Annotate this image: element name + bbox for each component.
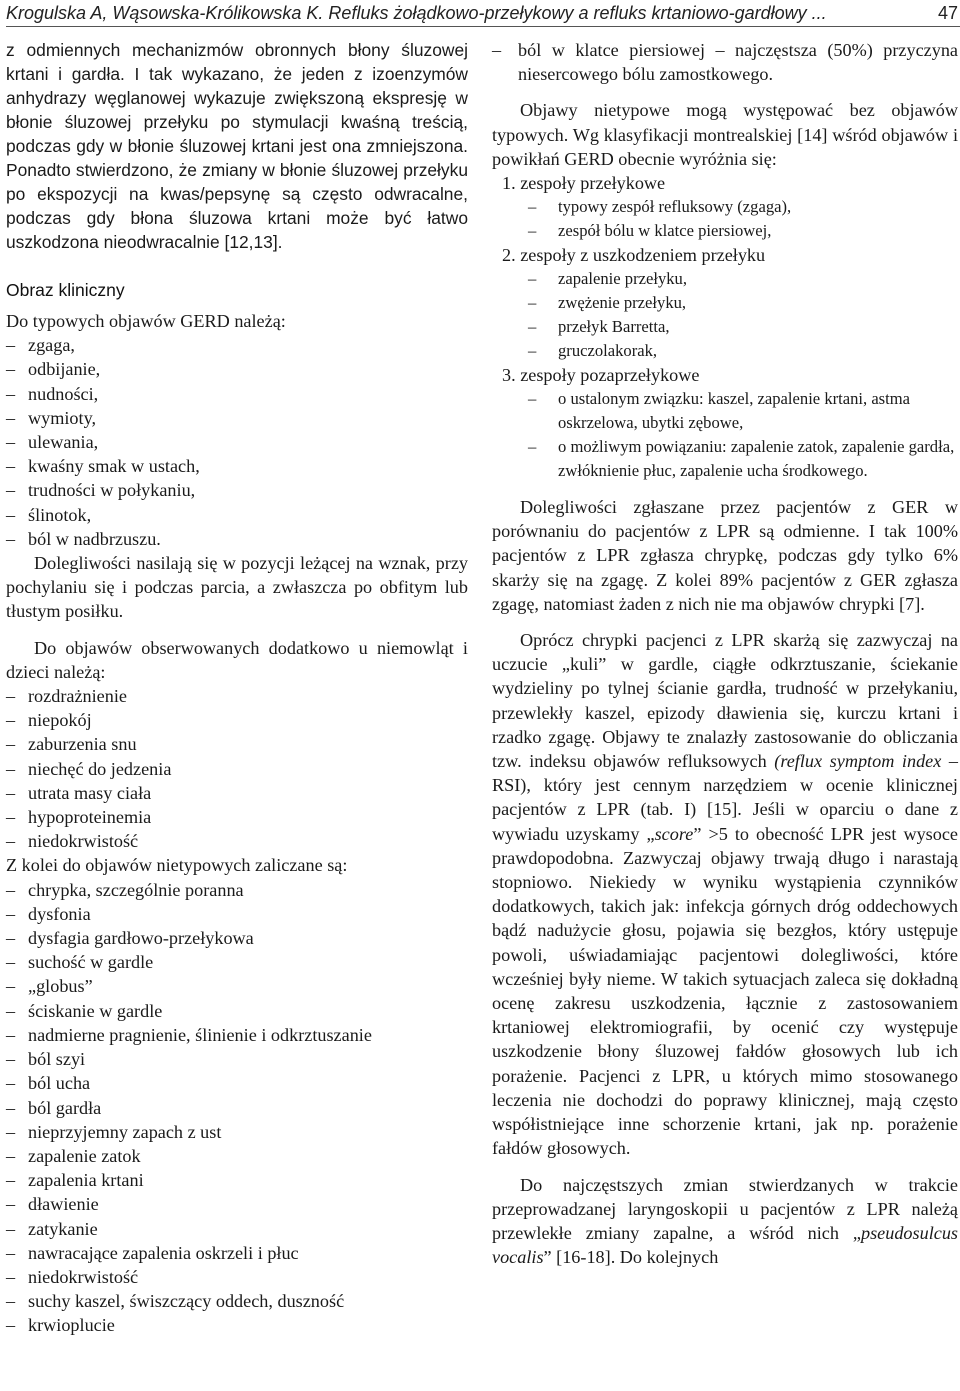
- montreal-classification: [492, 171, 958, 483]
- class-esophageal-items: [492, 195, 958, 243]
- right-column: [492, 38, 958, 1269]
- list-item: – zapalenie przełyku,: [492, 267, 958, 291]
- paragraph-mechanisms: z odmiennych mechanizmów obronnych błony śluzowej krtani i gardła. I tak wykazano, że jeden z izoenzymów anhydrazy węglanowej wykazuje zwiększoną ekspresję w błonie śluzowej przełyku po stymulacji kwaśną treścią, podczas gdy w błonie śluzowej krtani jest ona zmniejszona. Ponadto stwierdzono, że zmiany w błonie śluzowej przełyku po ekspozycji na kwas/pepsynę są często odwracalne, podczas gdy błona śluzowa krtani może być łatwo uszkodzona nieodwracalnie [12,13].: [6, 40, 468, 252]
- list-item: – odbijanie,: [6, 357, 468, 381]
- list-item: – zatykanie: [6, 1217, 468, 1241]
- infant-symptoms-intro: Do objawów obserwowanych dodatkowo u niemowląt i dzieci należą:: [6, 637, 468, 682]
- list-item: – typowy zespół refluksowy (zgaga),: [492, 195, 958, 219]
- list-item: – „globus”: [6, 974, 468, 998]
- class-esophageal-injury: 2. zespoły z uszkodzeniem przełyku: [502, 245, 766, 266]
- list-item: – niedokrwistość: [6, 829, 468, 853]
- chest-pain-item: [492, 38, 958, 86]
- list-item: – hypoproteinemia: [6, 805, 468, 829]
- running-title: Krogulska A, Wąsowska-Królikowska K. Refluks żołądkowo-przełykowy a refluks krtaniowo-gardłowy ...: [6, 3, 827, 23]
- class-esophageal: 1. zespoły przełykowe: [502, 173, 666, 194]
- list-item: – zapalenia krtani: [6, 1168, 468, 1192]
- atypical-symptoms-intro: Z kolei do objawów nietypowych zaliczane są:: [6, 855, 348, 876]
- paragraph-laryngoscopy: [492, 1173, 958, 1270]
- italic-run: pseudosulcus vocalis: [492, 1222, 958, 1268]
- infant-symptoms-list: [6, 684, 468, 853]
- list-item: – utrata masy ciała: [6, 781, 468, 805]
- class-extraesophageal-items: [492, 387, 958, 483]
- list-item: – suchość w gardle: [6, 950, 468, 974]
- typical-symptoms-list: [6, 333, 468, 551]
- list-item: – zespół bólu w klatce piersiowej,: [492, 219, 958, 243]
- paragraph-montreal: Objawy nietypowe mogą występować bez objawów typowych. Wg klasyfikacji montrealskiej [14] wśród objawów i powikłań GERD obecnie wyróżnia się:: [492, 100, 958, 169]
- list-item: – niechęć do jedzenia: [6, 757, 468, 781]
- list-item: – niedokrwistość: [6, 1265, 468, 1289]
- text-run: ” [16-18]. Do kolejnych: [543, 1247, 719, 1268]
- list-item: – ból szyi: [6, 1047, 468, 1071]
- list-item: – suchy kaszel, świszczący oddech, duszność: [6, 1289, 468, 1313]
- list-item: – o ustalonym związku: kaszel, zapalenie krtani, astma oskrzelowa, ubytki zębowe,: [492, 387, 958, 435]
- list-item: – niepokój: [6, 708, 468, 732]
- class-extraesophageal: 3. zespoły pozaprzełykowe: [502, 365, 700, 386]
- list-item: – chrypka, szczególnie poranna: [6, 878, 468, 902]
- list-item: – ból w nadbrzuszu.: [6, 527, 468, 551]
- list-item: – nieprzyjemny zapach z ust: [6, 1120, 468, 1144]
- left-column: [6, 38, 468, 1338]
- list-item: – ulewania,: [6, 430, 468, 454]
- list-item: – trudności w połykaniu,: [6, 478, 468, 502]
- list-item: – ściskanie w gardle: [6, 999, 468, 1023]
- list-item: – gruczolakorak,: [492, 339, 958, 363]
- paragraph-lpr-symptoms: [492, 628, 958, 1160]
- list-item: – zwężenie przełyku,: [492, 291, 958, 315]
- section-heading: Obraz kliniczny: [6, 280, 125, 300]
- list-item: – zaburzenia snu: [6, 732, 468, 756]
- list-item: – rozdrażnienie: [6, 684, 468, 708]
- text-run: ” >5 to obecność LPR jest wysoce prawdopodobna. Zazwyczaj objawy trwają długo i narastają stopniowo. Niekiedy w wyniku wystąpienia czynników dodatkowych, takich jak: infekcja górnych dróg oddechowych bądź nadużycie głosu, pojawia się bezgłos, który ustępuje powoli, uświadamiając pacjentowi dolegliwości, które wcześniej były nieme. W takich sytuacjach zaleca się dokładną ocenę zakresu uszkodzenia, łącznie z zastosowaniem krtaniowej elektromiografii, by ocenić czy występuje uszkodzenie błony śluzowej fałdów głosowych lub ich porażenie. Pacjenci z LPR, u których mimo stosowanego leczenia nie dochodzi do poprawy klinicznej, mają często współistniejące inne schorzenie krtani, jak np. porażenie fałdów głosowych.: [492, 823, 958, 1159]
- list-item: – ślinotok,: [6, 503, 468, 527]
- list-item: – krwioplucie: [6, 1313, 468, 1337]
- class-esophageal-injury-items: [492, 267, 958, 363]
- list-item: – ból gardła: [6, 1096, 468, 1120]
- running-header: [6, 0, 960, 27]
- list-item: – dławienie: [6, 1192, 468, 1216]
- list-item: – nadmierne pragnienie, ślinienie i odkrztuszanie: [6, 1023, 468, 1047]
- italic-run: (reflux symptom index: [774, 751, 942, 772]
- typical-symptoms-intro: Do typowych objawów GERD należą:: [6, 311, 286, 331]
- list-item: – kwaśny smak w ustach,: [6, 454, 468, 478]
- list-item: – nawracające zapalenia oskrzeli i płuc: [6, 1241, 468, 1265]
- text-run: Do najczęstszych zmian stwierdzanych w trakcie przeprowadzanej laryngoskopii u pacjentów z LPR należą przewlekłe zmiany zapalne, a wśród nich „: [492, 1174, 958, 1243]
- page-number: 47: [937, 3, 958, 23]
- list-item: – ból w klatce piersiowej – najczęstsza (50%) przyczyna niesercowego bólu zamostkowego.: [492, 38, 958, 86]
- atypical-symptoms-list: [6, 878, 468, 1338]
- list-item: – dysfagia gardłowo-przełykowa: [6, 926, 468, 950]
- list-item: – ból ucha: [6, 1071, 468, 1095]
- paragraph-aggravation: Dolegliwości nasilają się w pozycji leżącej na wznak, przy pochylaniu się i podczas parcia, a zwłaszcza po obfitym lub tłustym posiłku.: [6, 553, 468, 622]
- list-item: – dysfonia: [6, 902, 468, 926]
- list-item: – przełyk Barretta,: [492, 315, 958, 339]
- list-item: – zgaga,: [6, 333, 468, 357]
- text-run: – RSI), który jest cennym narzędziem w ocenie klinicznej pacjentów z LPR (tab. I) [15]. Jeśli w oparciu o dane z wywiadu uzyskamy „: [492, 751, 959, 844]
- list-item: – wymioty,: [6, 406, 468, 430]
- list-item: – zapalenie zatok: [6, 1144, 468, 1168]
- list-item: – nudności,: [6, 382, 468, 406]
- list-item: – o możliwym powiązaniu: zapalenie zatok, zapalenie gardła, zwłóknienie płuc, zapalenie ucha środkowego.: [492, 435, 958, 483]
- paragraph-ger-vs-lpr: Dolegliwości zgłaszane przez pacjentów z GER w porównaniu do pacjentów z LPR są odmienne. I tak 100% pacjentów z LPR zgłasza chrypkę, podczas gdy tylko 6% skarży się na zgagę. Z kolei 89% pacjentów z GER zgłasza zgagę, natomiast żaden z nich nie ma objawów chrypki [7].: [492, 497, 958, 614]
- text-run: Oprócz chrypki pacjenci z LPR skarżą się zazwyczaj na uczucie „kuli” w gardle, ciągłe odkrztuszanie, ściekanie wydzieliny po tylnej ścianie gardła, trudność w przełykaniu, przewlekły kaszel, epizody dławienia się, kurczu krtani i rzadko zgagę. Objawy te znalazły zastosowanie do obliczania tzw. indeksu objawów refluksowych: [492, 630, 958, 772]
- italic-run: score: [654, 823, 694, 844]
